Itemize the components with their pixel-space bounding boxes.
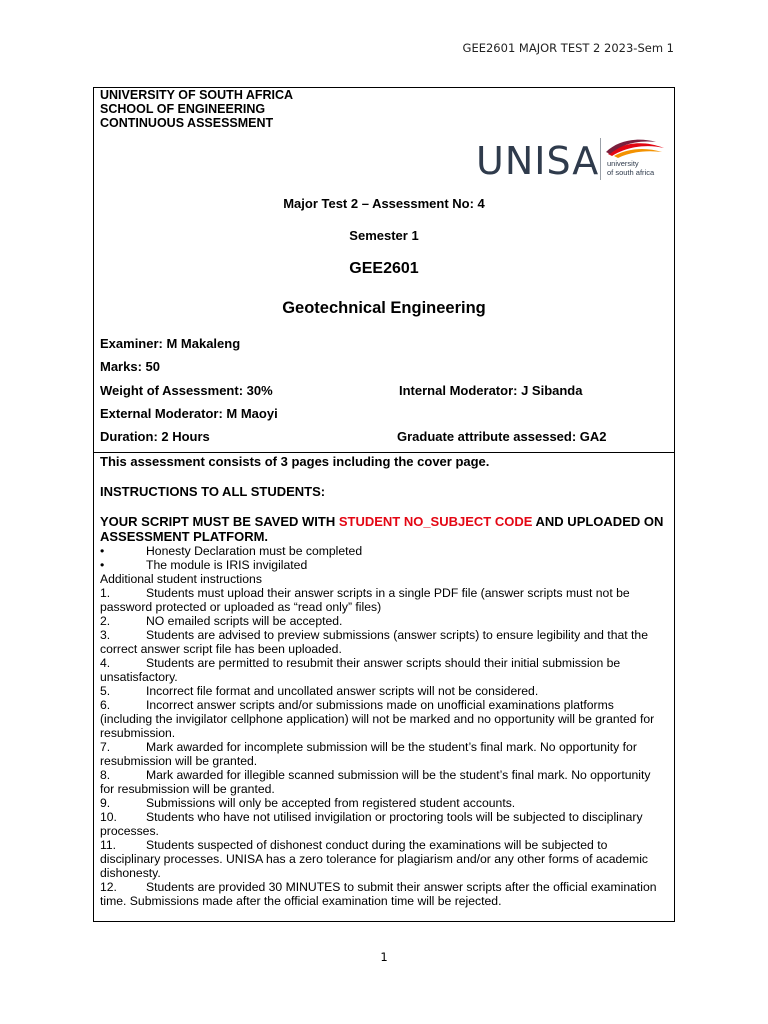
item-text: Students are permitted to resubmit their answer scripts should their initial submission be unsatisfactory. <box>100 656 621 684</box>
item-text: Mark awarded for incomplete submission will be the student’s final mark. No opportunity for resubmission will be granted. <box>100 740 637 768</box>
item-text: Students must upload their answer scripts in a single PDF file (answer scripts must not be password protected or uploaded as “read only” files) <box>100 586 630 614</box>
instruction-item <box>100 628 668 656</box>
item-number: 4. <box>100 656 111 670</box>
instruction-item <box>100 810 668 838</box>
item-number: 7. <box>100 740 111 754</box>
module-title: Geotechnical Engineering <box>282 299 486 317</box>
institution-name: UNIVERSITY OF SOUTH AFRICA <box>100 88 294 102</box>
logo-divider <box>600 138 601 180</box>
logo-wordmark: UNISA <box>476 139 600 183</box>
item-number: 12. <box>100 880 117 894</box>
section-divider <box>94 452 674 453</box>
external-moderator: External Moderator: M Maoyi <box>100 406 278 421</box>
item-text: Students are advised to preview submissions (answer scripts) to ensure legibility and that the correct answer script file has been uploaded. <box>100 628 648 656</box>
save-instruction <box>100 514 668 544</box>
assessment-type: CONTINUOUS ASSESSMENT <box>100 116 274 130</box>
item-text: Students who have not utilised invigilation or proctoring tools will be subjected to disciplinary processes. <box>100 810 643 838</box>
test-title: Major Test 2 – Assessment No: 4 <box>283 196 485 211</box>
bullet-icon: • <box>100 558 105 572</box>
save-instruction-part2: AND UPLOADED ON ASSESSMENT PLATFORM. <box>100 514 664 544</box>
instructions-section <box>100 454 668 908</box>
instruction-item <box>100 838 668 880</box>
instruction-item <box>100 586 668 614</box>
logo-tagline-1: university <box>607 159 639 168</box>
list-item <box>100 544 668 558</box>
school-name: SCHOOL OF ENGINEERING <box>100 102 266 116</box>
marks: Marks: 50 <box>100 359 160 374</box>
pages-note: This assessment consists of 3 pages including the cover page. <box>100 454 490 469</box>
item-number: 9. <box>100 796 111 810</box>
additional-instructions-heading: Additional student instructions <box>100 572 262 586</box>
logo-tagline-2: of south africa <box>607 167 655 177</box>
save-instruction-highlight: STUDENT NO_SUBJECT CODE <box>338 514 533 529</box>
item-number: 2. <box>100 614 111 628</box>
save-instruction-part1: YOUR SCRIPT MUST BE SAVED WITH <box>100 514 339 529</box>
module-code: GEE2601 <box>349 260 419 277</box>
examiner: Examiner: M Makaleng <box>100 336 241 351</box>
instruction-item <box>100 656 668 684</box>
logo-tagline <box>607 160 654 177</box>
instructions-heading: INSTRUCTIONS TO ALL STUDENTS: <box>100 484 326 499</box>
semester-label: Semester 1 <box>349 228 419 243</box>
instruction-item <box>100 796 668 810</box>
item-text: Mark awarded for illegible scanned submission will be the student’s final mark. No opportunity for resubmission will be granted. <box>100 768 651 796</box>
item-number: 6. <box>100 698 111 712</box>
item-text: Students suspected of dishonest conduct during the examinations will be subjected to disciplinary processes. UNISA has a zero tolerance for plagiarism and/or any other forms of academic dishonesty. <box>100 838 649 880</box>
instruction-item <box>100 768 668 796</box>
item-text: Incorrect file format and uncollated answer scripts will not be considered. <box>146 684 539 698</box>
item-number: 8. <box>100 768 111 782</box>
unisa-logo <box>476 138 666 182</box>
instruction-item <box>100 684 668 698</box>
item-number: 3. <box>100 628 111 642</box>
page-header: GEE2601 MAJOR TEST 2 2023-Sem 1 <box>462 41 674 55</box>
item-text: Submissions will only be accepted from registered student accounts. <box>146 796 516 810</box>
graduate-attribute: Graduate attribute assessed: GA2 <box>397 429 607 444</box>
bullet-text: The module is IRIS invigilated <box>146 558 308 572</box>
logo-swoosh-icon <box>604 138 666 158</box>
instruction-item <box>100 880 668 908</box>
item-number: 1. <box>100 586 111 600</box>
item-text: Students are provided 30 MINUTES to submit their answer scripts after the official examination time. Submissions made after the official examination time will be rejected. <box>100 880 657 908</box>
instruction-item <box>100 614 668 628</box>
item-number: 11. <box>100 838 117 852</box>
cover-page-frame <box>93 87 675 922</box>
weight-of-assessment: Weight of Assessment: 30% <box>100 383 273 398</box>
list-item <box>100 558 668 572</box>
duration: Duration: 2 Hours <box>100 429 210 444</box>
bullet-icon: • <box>100 544 105 558</box>
item-text: NO emailed scripts will be accepted. <box>146 614 343 628</box>
item-text: Incorrect answer scripts and/or submissions made on unofficial examinations platforms (including the invigilator cellphone application) will not be marked and no opportunity will be granted for resubmission. <box>100 698 655 740</box>
item-number: 10. <box>100 810 117 824</box>
item-number: 5. <box>100 684 111 698</box>
instruction-item <box>100 698 668 740</box>
bullet-text: Honesty Declaration must be completed <box>146 544 363 558</box>
instruction-item <box>100 740 668 768</box>
internal-moderator: Internal Moderator: J Sibanda <box>399 383 583 398</box>
page-number: 1 <box>380 950 388 964</box>
